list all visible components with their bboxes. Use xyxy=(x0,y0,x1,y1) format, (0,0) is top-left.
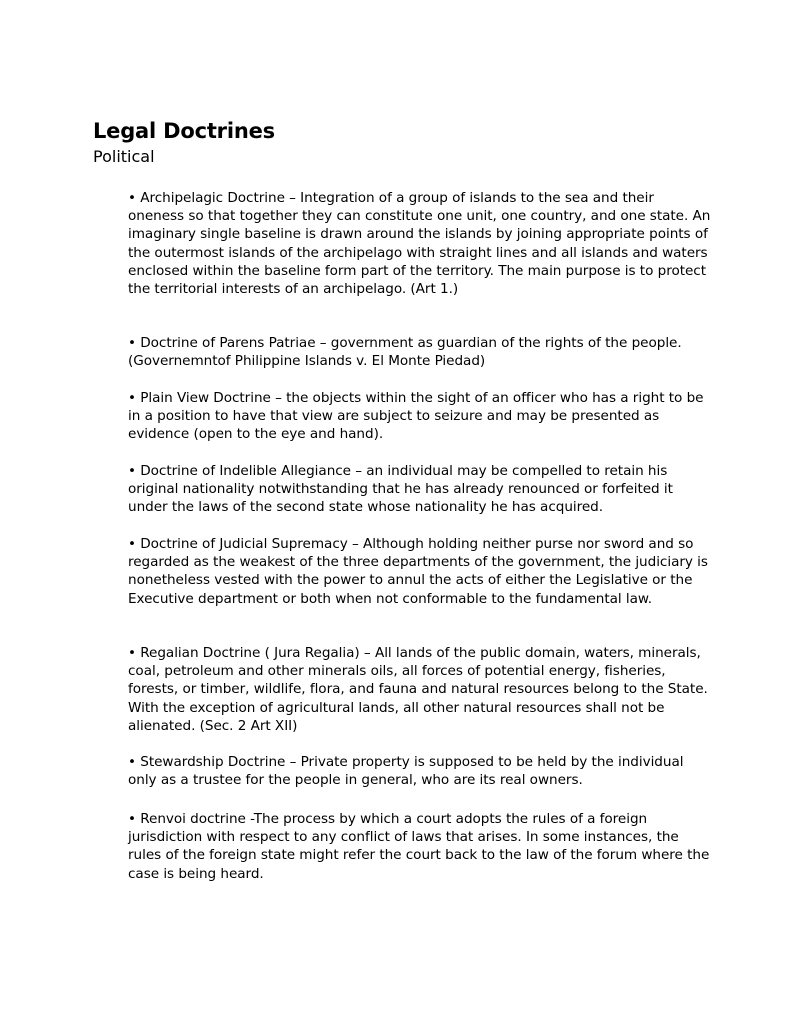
doctrine-text: Doctrine of Indelible Allegiance – an individual may be compelled to retain his original nationality notwithstanding that he has already renounced or forfeited it under the laws of the second state whose nationality he has acquired. xyxy=(128,463,673,516)
document-title: Legal Doctrines xyxy=(93,119,275,143)
bullet-icon: • xyxy=(128,536,136,552)
document-subtitle: Political xyxy=(93,147,155,166)
doctrine-text: Archipelagic Doctrine – Integration of a group of islands to the sea and their oneness so that together they can constitute one unit, one country, and one state. An imaginary single baseline is drawn around the islands by joining appropriate points of the outermost islands of the archipelago with straight lines and all islands and waters enclosed within the baseline form part of the territory. The main purpose is to protect the territorial interests of an archipelago. (Art 1.) xyxy=(128,190,711,298)
doctrine-item-indelible-allegiance xyxy=(128,462,713,517)
bullet-icon: • xyxy=(128,754,136,770)
doctrine-item-archipelagic xyxy=(128,189,713,298)
bullet-icon: • xyxy=(128,190,136,206)
doctrine-item-renvoi xyxy=(128,810,713,883)
doctrine-text: Doctrine of Judicial Supremacy – Although holding neither purse nor sword and so regarded as the weakest of the three departments of the government, the judiciary is nonetheless vested with the power to annul the acts of either the Legislative or the Executive department or both when not conformable to the fundamental law. xyxy=(128,536,708,607)
bullet-icon: • xyxy=(128,335,136,351)
doctrine-text: Regalian Doctrine ( Jura Regalia) – All lands of the public domain, waters, minerals, coal, petroleum and other minerals oils, all forces of potential energy, fisheries, forests, or timber, wildlife, flora, and fauna and natural resources belong to the State. With the exception of agricultural lands, all other natural resources shall not be alienated. (Sec. 2 Art XII) xyxy=(128,645,708,734)
doctrine-item-regalian xyxy=(128,644,713,735)
doctrine-item-plain-view xyxy=(128,389,713,444)
doctrine-item-parens-patriae xyxy=(128,334,713,370)
doctrine-text: Doctrine of Parens Patriae – government as guardian of the rights of the people. (Governemntof Philippine Islands v. El Monte Piedad) xyxy=(128,335,682,370)
bullet-icon: • xyxy=(128,811,136,827)
doctrine-text: Renvoi doctrine -The process by which a court adopts the rules of a foreign jurisdiction with respect to any conflict of laws that arises. In some instances, the rules of the foreign state might refer the court back to the law of the forum where the case is being heard. xyxy=(128,811,710,882)
doctrine-item-judicial-supremacy xyxy=(128,535,713,608)
bullet-icon: • xyxy=(128,390,136,406)
doctrine-text: Plain View Doctrine – the objects within the sight of an officer who has a right to be in a position to have that view are subject to seizure and may be presented as evidence (open to the eye and hand). xyxy=(128,390,704,443)
bullet-icon: • xyxy=(128,645,136,661)
doctrine-item-stewardship xyxy=(128,753,713,789)
doctrine-text: Stewardship Doctrine – Private property is supposed to be held by the individual only as a trustee for the people in general, who are its real owners. xyxy=(128,754,684,789)
bullet-icon: • xyxy=(128,463,136,479)
